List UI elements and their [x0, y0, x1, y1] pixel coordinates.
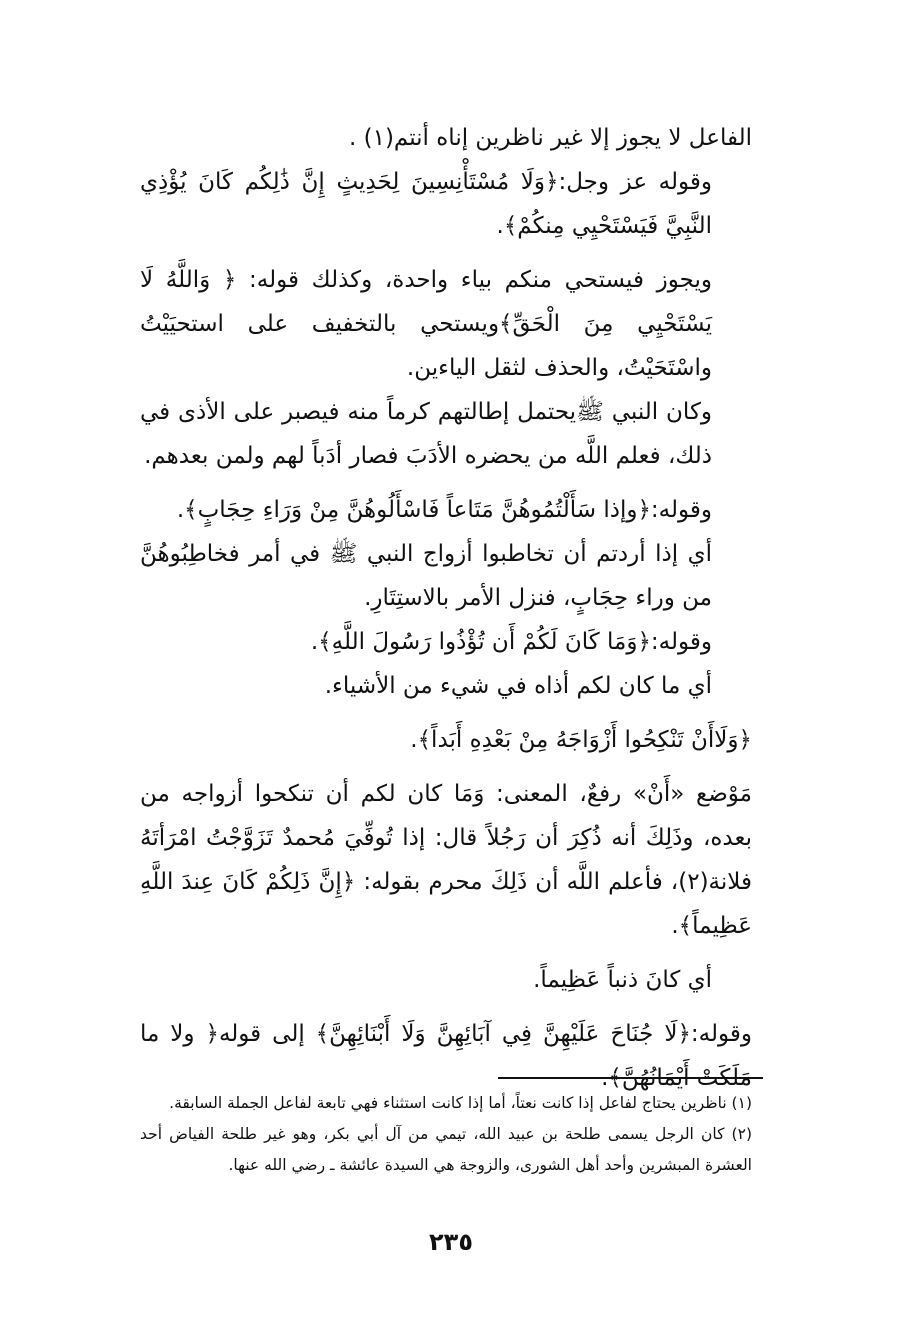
paragraph: ﴿وَلَاأَنْ تَنْكِحُوا أَزْوَاجَهُ مِنْ بَعْدِهِ أَبَداً﴾.	[410, 727, 752, 753]
paragraph: وقوله:﴿لَا جُنَاحَ عَلَيْهِنَّ فِي آبَائِهِنَّ وَلَا أَبْنَائِهِنَّ﴾ إلى قوله﴿ ولا ما مَلَكَتْ أَيْمَانُهُنَّ﴾.	[140, 1021, 752, 1091]
paragraph: أي ما كان لكم أذاه في شيء من الأشياء.	[324, 673, 712, 699]
paragraph: ويجوز فيستحي منكم بياء واحدة، وكذلك قوله: ﴿ وَاللَّهُ لَا يَسْتَحْيِي مِنَ الْحَقِّ﴾ويستحي بالتخفيف على استحيَيْتُ واسْتَحَيْتُ، والحذف لثقل الياءين.	[140, 267, 712, 381]
paragraph: وكان النبي ﷺيحتمل إطالتهم كرماً منه فيصبر على الأذى في ذلك، فعلم اللَّه من يحضره الأدَبَ فصار أدَباً لهم ولمن بعدهم.	[140, 399, 712, 469]
footnote: (٢) كان الرجل يسمى طلحة بن عبيد الله، تيمي من آل أبي بكر، وهو غير طلحة الفياض أحد العشرة المبشرين وأحد أهل الشورى، والزوجة هي السيدة عائشة ـ رضي الله عنها.	[140, 1125, 752, 1174]
footnotes	[140, 1088, 752, 1181]
paragraph: أي إذا أردتم أن تخاطبوا أزواج النبي ﷺ في أمر فخاطِبُوهُنَّ من وراء حِجَابٍ، فنزل الأمر بالاستِتَارِ.	[140, 541, 712, 611]
paragraph: وقوله عز وجل:﴿وَلَا مُسْتَأْنِسِينَ لِحَدِيثٍ إِنَّ ذَٰلِكُم كَانَ يُؤْذِي النَّبِيَّ فَيَسْتَحْيِي مِنكُمْ﴾.	[140, 169, 712, 239]
paragraph: وقوله:﴿وَمَا كَانَ لَكُمْ أَن تُؤْذُوا رَسُولَ اللَّهِ﴾.	[310, 629, 712, 655]
footnote-separator	[498, 1077, 763, 1079]
footnote: (١) ناظرين يحتاج لفاعل إذا كانت نعتاً، أما إذا كانت استثناء فهي تابعة لفاعل الجملة السابقة.	[169, 1094, 752, 1112]
paragraph: أي كانَ ذنباً عَظِيماً.	[533, 967, 712, 993]
paragraph: الفاعل لا يجوز إلا غير ناظرين إناه أنتم(١) .	[348, 125, 752, 151]
paragraph: وقوله:﴿وإذا سَأَلْتُمُوهُنَّ مَتَاعاً فَاسْأَلُوهُنَّ مِنْ وَرَاءِ حِجَابٍ﴾.	[176, 497, 712, 523]
paragraph: مَوْضع «أَنْ» رفعٌ، المعنى: وَمَا كان لكم أن تنكحوا أزواجه من بعده، وذَلِكَ أنه ذُكِرَ أن رَجُلاً قال: إذا تُوفِّيَ مُحمدٌ تَزَوَّجْتُ امْرَأتَهُ فلانة(٢)، فأعلم اللَّه أن ذَلِكَ محرم بقوله: ﴿إِنَّ ذَلِكُمْ كَانَ عِندَ اللَّهِ عَظِيماً﴾.	[140, 781, 752, 939]
page-number: ٢٣٥	[429, 1228, 473, 1256]
main-text	[140, 116, 752, 1100]
